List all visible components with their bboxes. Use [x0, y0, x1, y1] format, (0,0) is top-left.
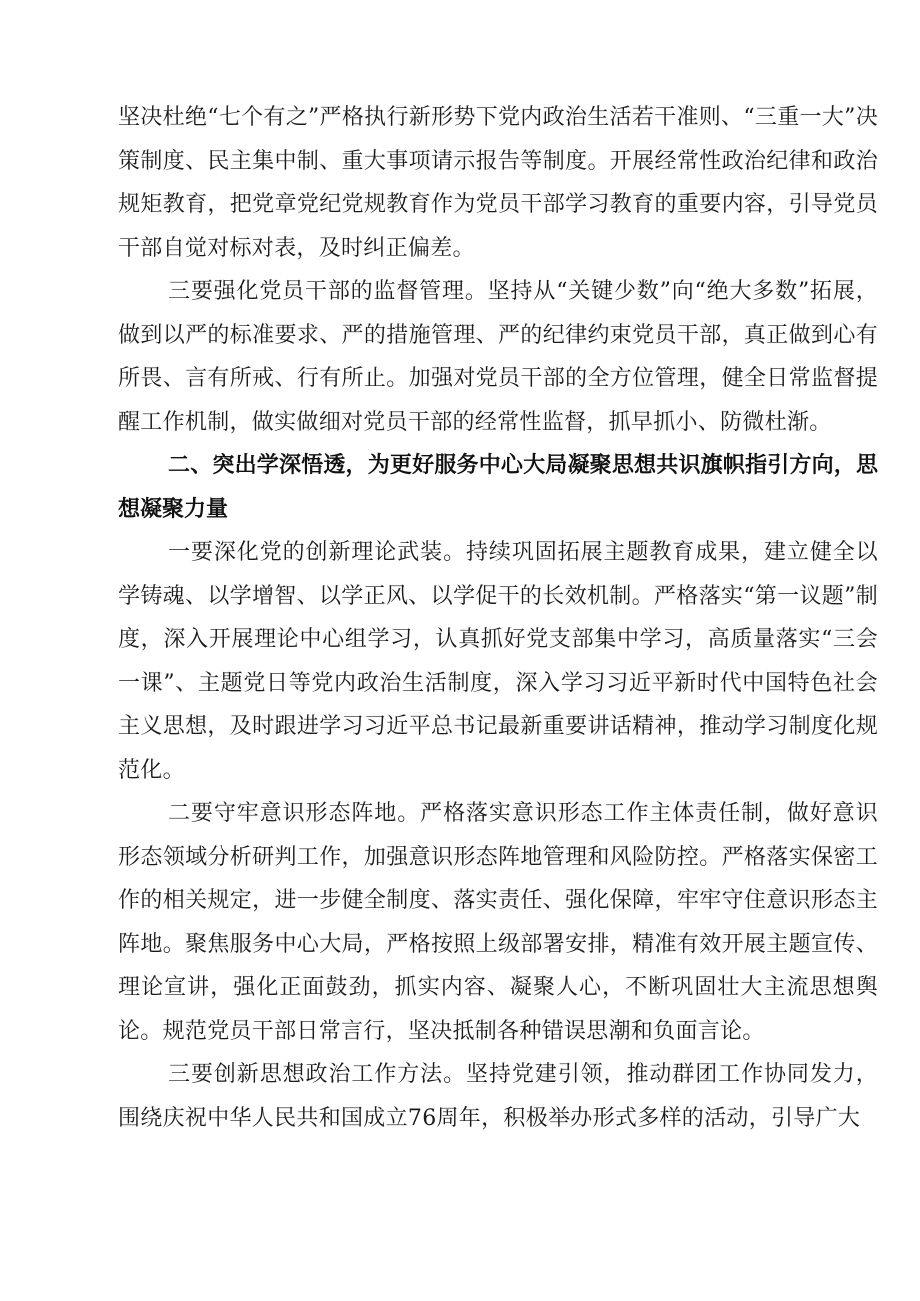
section-heading-2: 二、突出学深悟透，为更好服务中心大局凝聚思想共识旗帜指引方向，思想凝聚力量: [118, 453, 878, 522]
paragraph-supervision: 三要强化党员干部的监督管理。坚持从“关键少数”向“绝大多数”拓展，做到以严的标准要求、严的措施管理、严的纪律约束党员干部，真正做到心有所畏、言有所戒、行有所止。加强对党员干部的全方位管理，健全日常监督提醒工作机制，做实做细对党员干部的经常性监督，抓早抓小、防微杜渐。: [118, 279, 878, 435]
paragraph-ideology-position: 二要守牢意识形态阵地。严格落实意识形态工作主体责任制，做好意识形态领域分析研判工作，加强意识形态阵地管理和风险防控。严格落实保密工作的相关规定，进一步健全制度、落实责任、强化保障，牢牢守住意识形态主阵地。聚焦服务中心大局，严格按照上级部署安排，精准有效开展主题宣传、理论宣讲，强化正面鼓劲，抓实内容、凝聚人心，不断巩固壮大主流思想舆论。规范党员干部日常言行，坚决抵制各种错误思潮和负面言论。: [118, 801, 878, 1044]
document-page: [118, 96, 878, 1140]
paragraph-theory-arming: 一要深化党的创新理论武装。持续巩固拓展主题教育成果，建立健全以学铸魂、以学增智、以学正风、以学促干的长效机制。严格落实“第一议题”制度，深入开展理论中心组学习，认真抓好党支部集中学习，高质量落实“三会一课”、主题党日等党内政治生活制度，深入学习习近平新时代中国特色社会主义思想，及时跟进学习习近平总书记最新重要讲话精神，推动学习制度化规范化。: [118, 540, 878, 783]
paragraph-discipline-continued: 坚决杜绝“七个有之”严格执行新形势下党内政治生活若干准则、“三重一大”决策制度、民主集中制、重大事项请示报告等制度。开展经常性政治纪律和政治规矩教育，把党章党纪党规教育作为党员干部学习教育的重要内容，引导党员干部自觉对标对表，及时纠正偏差。: [118, 105, 878, 261]
paragraph-political-work: 三要创新思想政治工作方法。坚持党建引领，推动群团工作协同发力，围绕庆祝中华人民共和国成立76周年，积极举办形式多样的活动，引导广大: [118, 1062, 878, 1131]
